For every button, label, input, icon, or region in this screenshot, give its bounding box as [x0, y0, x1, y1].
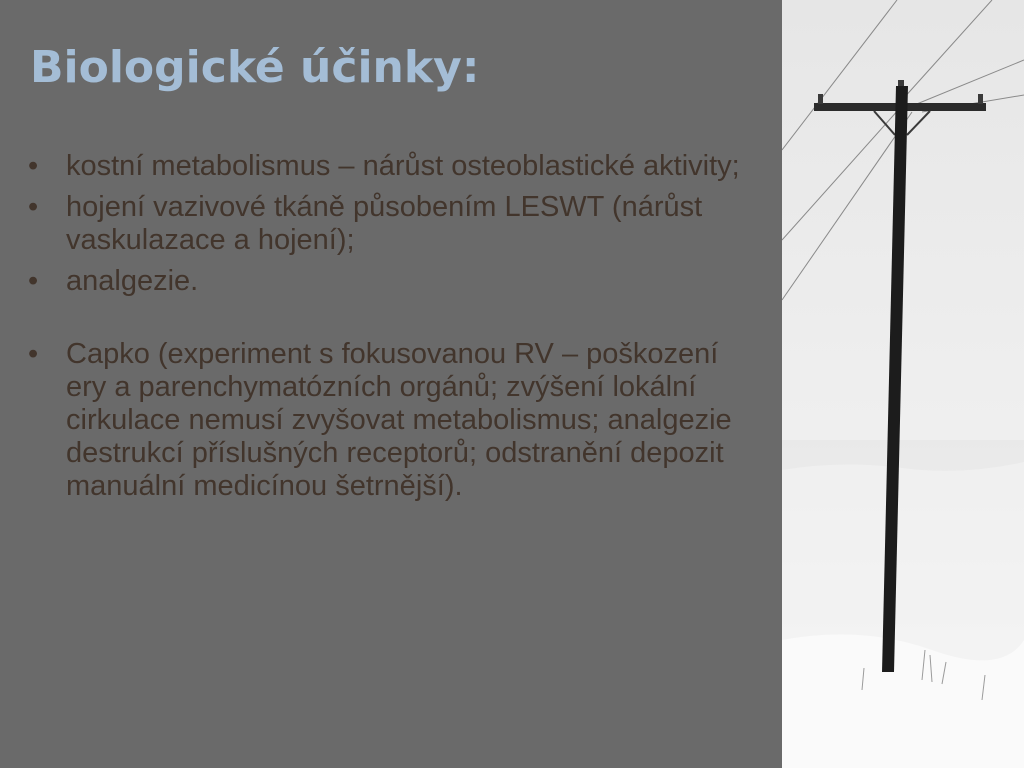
- bullet-icon: •: [28, 265, 39, 297]
- photo-illustration: [782, 0, 1024, 768]
- bullet-text: kostní metabolismus – nárůst osteoblastické aktivity;: [66, 150, 740, 182]
- list-item: [28, 265, 758, 298]
- bullet-list: [28, 150, 758, 511]
- slide-title: Biologické účinky:: [30, 42, 480, 93]
- bullet-icon: •: [28, 338, 39, 370]
- list-item: [28, 338, 758, 503]
- bullet-text: hojení vazivové tkáně působením LESWT (nárůst vaskulazace a hojení);: [66, 191, 703, 256]
- list-item: [28, 150, 758, 183]
- utility-pole-photo: [782, 0, 1024, 768]
- bullet-text: analgezie.: [66, 265, 199, 297]
- bullet-icon: •: [28, 150, 39, 182]
- bullet-icon: •: [28, 191, 39, 223]
- bullet-text: Capko (experiment s fokusovanou RV – poškození ery a parenchymatózních orgánů; zvýšení lokální cirkulace nemusí zvyšovat metabolismus; analgezie destrukcí příslušných receptorů; odstranění depozit manuální medicínou šetrnější).: [66, 338, 732, 502]
- list-item: [28, 191, 758, 257]
